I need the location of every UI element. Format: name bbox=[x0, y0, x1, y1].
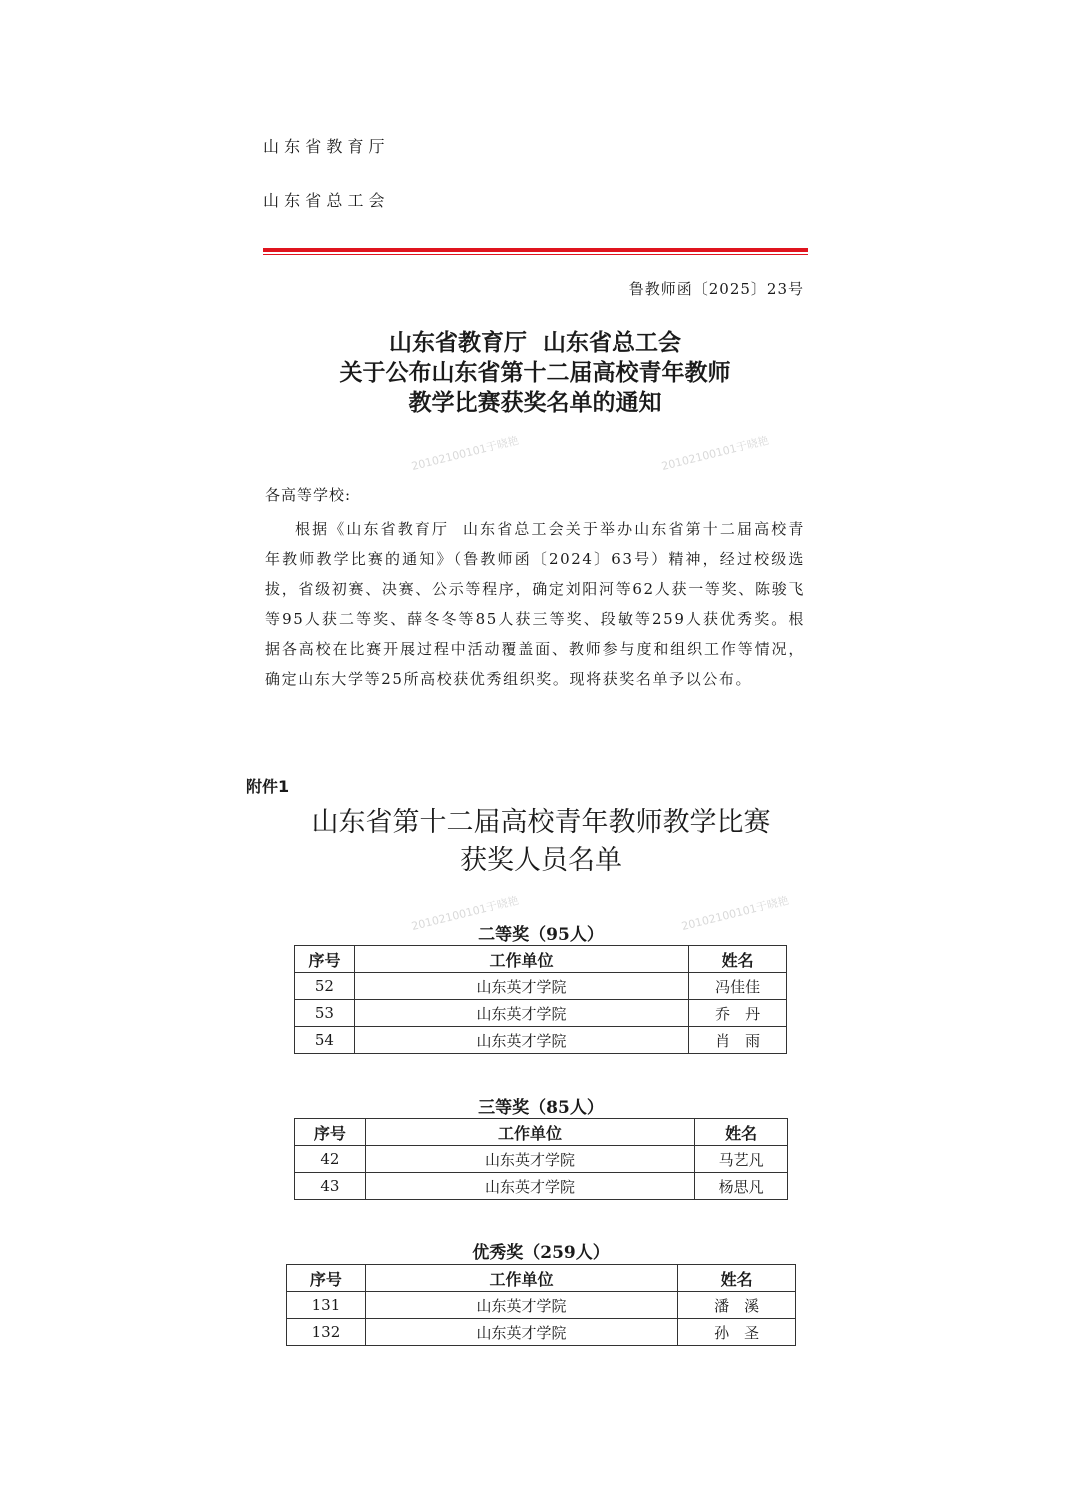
table-row bbox=[295, 1027, 787, 1054]
cell-no: 54 bbox=[295, 1027, 355, 1054]
attachment-label: 附件1 bbox=[246, 777, 290, 796]
masthead-char: 山 bbox=[263, 191, 280, 210]
watermark: 20102100101于晓艳 bbox=[410, 893, 521, 934]
header-name: 姓名 bbox=[678, 1265, 796, 1292]
table-row bbox=[295, 973, 787, 1000]
cell-no: 43 bbox=[295, 1173, 366, 1200]
masthead-char: 会 bbox=[368, 191, 385, 210]
list-title-line: 获奖人员名单 bbox=[460, 845, 622, 876]
cell-no: 131 bbox=[287, 1292, 366, 1319]
masthead-char: 工 bbox=[347, 191, 364, 210]
section-title: 优秀奖（259人） bbox=[472, 1243, 610, 1263]
cell-unit: 山东英才学院 bbox=[354, 973, 688, 1000]
cell-no: 53 bbox=[295, 1000, 355, 1027]
header-unit: 工作单位 bbox=[354, 946, 688, 973]
header-no: 序号 bbox=[295, 1119, 366, 1146]
red-rule-thick bbox=[263, 248, 808, 252]
header-unit: 工作单位 bbox=[365, 1265, 677, 1292]
masthead-char: 育 bbox=[347, 137, 364, 156]
masthead-trade-union bbox=[263, 188, 808, 211]
cell-unit: 山东英才学院 bbox=[354, 1000, 688, 1027]
masthead-char: 厅 bbox=[368, 137, 385, 156]
cell-unit: 山东英才学院 bbox=[354, 1027, 688, 1054]
watermark: 20102100101于晓艳 bbox=[680, 893, 791, 934]
table-header-row bbox=[295, 1119, 788, 1146]
red-rule-thin bbox=[263, 254, 808, 255]
section-title: 二等奖（95人） bbox=[478, 925, 604, 945]
table-header-row bbox=[295, 946, 787, 973]
masthead-char: 东 bbox=[284, 191, 301, 210]
cell-name: 潘 溪 bbox=[678, 1292, 796, 1319]
document-number: 鲁教师函〔2025〕23号 bbox=[628, 280, 804, 298]
table-row bbox=[295, 1000, 787, 1027]
masthead-education-dept bbox=[263, 134, 808, 157]
table-row bbox=[295, 1146, 788, 1173]
masthead-char: 省 bbox=[305, 191, 322, 210]
list-title bbox=[0, 804, 1080, 880]
award-table-excellence bbox=[286, 1264, 796, 1346]
cell-no: 42 bbox=[295, 1146, 366, 1173]
header-no: 序号 bbox=[287, 1265, 366, 1292]
cell-name: 杨思凡 bbox=[695, 1173, 788, 1200]
salutation: 各高等学校: bbox=[265, 486, 352, 504]
header-no: 序号 bbox=[295, 946, 355, 973]
cell-name: 肖 雨 bbox=[689, 1027, 787, 1054]
watermark: 20102100101于晓艳 bbox=[410, 433, 521, 474]
notice-body: 根据《山东省教育厅 山东省总工会关于举办山东省第十二届高校青年教师教学比赛的通知》（鲁教师函〔2024〕63号）精神，经过校级选拔，省级初赛、决赛、公示等程序，确定刘阳河等62人获一等奖、陈骏飞等95人获二等奖、薛冬冬等85人获三等奖、段敏等259人获优秀奖。根据各高校在比赛开展过程中活动覆盖面、教师参与度和组织工作等情况，确定山东大学等25所高校获优秀组织奖。现将获奖名单予以公布。 bbox=[265, 520, 805, 688]
table-header-row bbox=[287, 1265, 796, 1292]
title-line: 教学比赛获奖名单的通知 bbox=[408, 389, 662, 416]
cell-name: 乔 丹 bbox=[689, 1000, 787, 1027]
cell-unit: 山东英才学院 bbox=[365, 1319, 677, 1346]
masthead-char: 教 bbox=[326, 137, 343, 156]
cell-no: 52 bbox=[295, 973, 355, 1000]
table-row bbox=[295, 1173, 788, 1200]
header-name: 姓名 bbox=[695, 1119, 788, 1146]
award-table-second bbox=[294, 945, 787, 1054]
cell-name: 冯佳佳 bbox=[689, 973, 787, 1000]
masthead-char: 山 bbox=[263, 137, 280, 156]
masthead-char: 东 bbox=[284, 137, 301, 156]
list-title-line: 山东省第十二届高校青年教师教学比赛 bbox=[311, 807, 771, 838]
notice-title bbox=[0, 328, 1070, 418]
section-title: 三等奖（85人） bbox=[478, 1098, 604, 1118]
table-row bbox=[287, 1319, 796, 1346]
cell-no: 132 bbox=[287, 1319, 366, 1346]
cell-unit: 山东英才学院 bbox=[365, 1292, 677, 1319]
title-line: 关于公布山东省第十二届高校青年教师 bbox=[339, 359, 731, 386]
cell-unit: 山东英才学院 bbox=[365, 1173, 694, 1200]
masthead-char: 总 bbox=[326, 191, 343, 210]
title-line: 山东省教育厅 山东省总工会 bbox=[388, 329, 681, 356]
cell-name: 孙 圣 bbox=[678, 1319, 796, 1346]
header-unit: 工作单位 bbox=[365, 1119, 694, 1146]
table-row bbox=[287, 1292, 796, 1319]
masthead-char: 省 bbox=[305, 137, 322, 156]
cell-unit: 山东英才学院 bbox=[365, 1146, 694, 1173]
cell-name: 马艺凡 bbox=[695, 1146, 788, 1173]
award-table-third bbox=[294, 1118, 788, 1200]
watermark: 20102100101于晓艳 bbox=[660, 433, 771, 474]
header-name: 姓名 bbox=[689, 946, 787, 973]
